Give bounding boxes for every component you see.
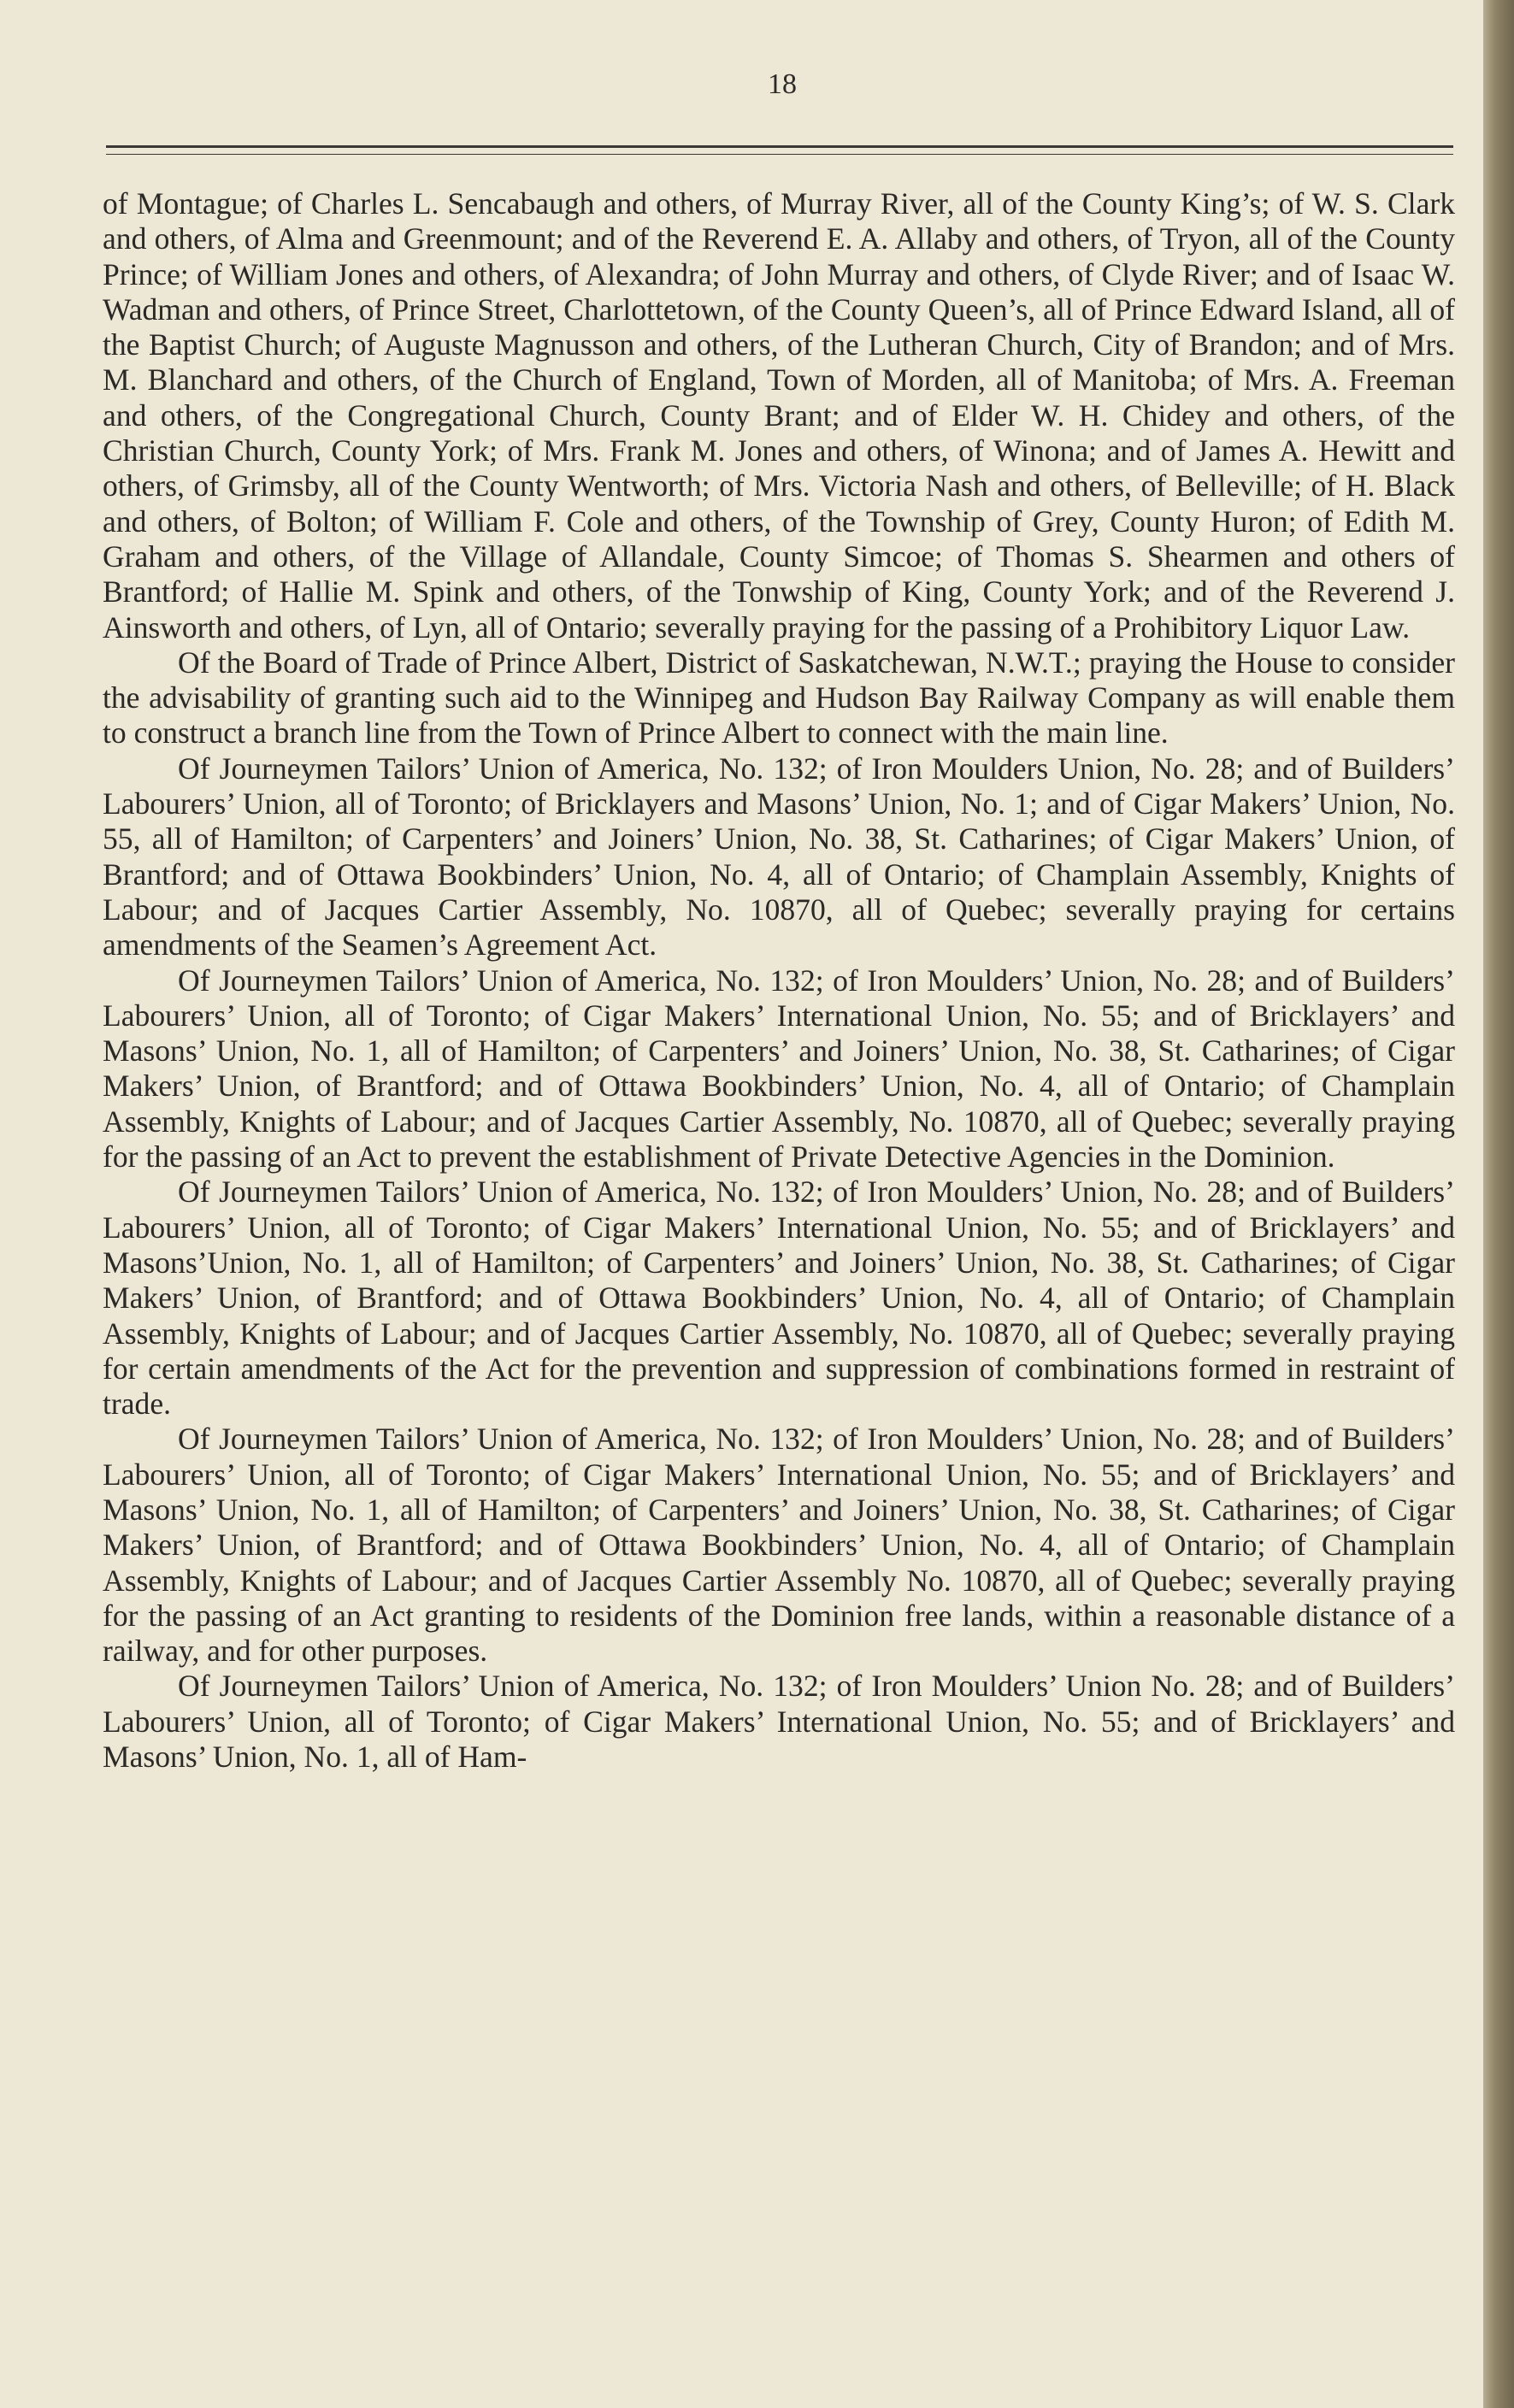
- header-rule-thick: [106, 145, 1453, 148]
- page-number: 18: [768, 68, 797, 100]
- book-page-edge: [1483, 0, 1514, 2408]
- paragraph-free-lands: Of Journeymen Tailors’ Union of America, No. 132; of Iron Moulders’ Union, No. 28; and of Builders’ Labourers’ Union, all of Toronto; of Cigar Makers’ International Union, No. 55; and of Bricklayers’ and Masons’ Union, No. 1, all of Hamilton; of Carpenters’ and Joiners’ Union, No. 38, St. Catharines; of Cigar Makers’ Union, of Brantford; and of Ottawa Bookbinders’ Union, No. 4, all of Ontario; of Champlain Assembly, Knights of Labour; and of Jacques Cartier Assembly No. 10870, all of Quebec; severally praying for the passing of an Act granting to residents of the Dominion free lands, within a reasonable distance of a railway, and for other purposes.: [103, 1422, 1455, 1669]
- paragraph-truncated: Of Journeymen Tailors’ Union of America, No. 132; of Iron Moulders’ Union No. 28; and of Builders’ Labourers’ Union, all of Toronto; of Cigar Makers’ International Union, No. 55; and of Bricklayers’ and Masons’ Union, No. 1, all of Ham-: [103, 1669, 1455, 1775]
- paragraph-continuation: of Montague; of Charles L. Sencabaugh and others, of Murray River, all of the County King’s; of W. S. Clark and others, of Alma and Greenmount; and of the Reverend E. A. Allaby and others, of Tryon, all of the County Prince; of William Jones and others, of Alexandra; of John Murray and others, of Clyde River; and of Isaac W. Wadman and others, of Prince Street, Charlottetown, of the County Queen’s, all of Prince Edward Island, all of the Baptist Church; of Auguste Magnusson and others, of the Lutheran Church, City of Brandon; and of Mrs. M. Blanchard and others, of the Church of England, Town of Morden, all of Manitoba; of Mrs. A. Freeman and others, of the Congregational Church, County Brant; and of Elder W. H. Chidey and others, of the Christian Church, County York; of Mrs. Frank M. Jones and others, of Winona; and of James A. Hewitt and others, of Grimsby, all of the County Wentworth; of Mrs. Victoria Nash and others, of Belleville; of H. Black and others, of Bolton; of William F. Cole and others, of the Township of Grey, County Huron; of Edith M. Graham and others, of the Village of Allandale, County Simcoe; of Thomas S. Shearmen and others of Brantford; of Hallie M. Spink and others, of the Tonwship of King, County York; and of the Reverend J. Ainsworth and others, of Lyn, all of Ontario; severally praying for the passing of a Prohibitory Liquor Law.: [103, 186, 1455, 645]
- header-rule-thin: [106, 154, 1453, 155]
- paragraph-seamens-agreement: Of Journeymen Tailors’ Union of America, No. 132; of Iron Moulders Union, No. 28; and of Builders’ Labourers’ Union, all of Toronto; of Bricklayers and Masons’ Union, No. 1; and of Cigar Makers’ Union, No. 55, all of Hamilton; of Carpenters’ and Joiners’ Union, No. 38, St. Catharines; of Cigar Makers’ Union, of Brantford; and of Ottawa Bookbinders’ Union, No. 4, all of Ontario; of Champlain Assembly, Knights of Labour; and of Jacques Cartier Assembly, No. 10870, all of Quebec; severally praying for certains amendments of the Seamen’s Agreement Act.: [103, 751, 1455, 963]
- paragraph-combinations-act: Of Journeymen Tailors’ Union of America, No. 132; of Iron Moulders’ Union, No. 28; and of Builders’ Labourers’ Union, all of Toronto; of Cigar Makers’ International Union, No. 55; and of Bricklayers’ and Masons’Union, No. 1, all of Hamilton; of Carpenters’ and Joiners’ Union, No. 38, St. Catharines; of Cigar Makers’ Union, of Brantford; and of Ottawa Bookbinders’ Union, No. 4, all of Ontario; of Champlain Assembly, Knights of Labour; and of Jacques Cartier Assembly, No. 10870, all of Quebec; severally praying for certain amendments of the Act for the prevention and suppression of combinations formed in restraint of trade.: [103, 1175, 1455, 1422]
- paragraph-detective-agencies: Of Journeymen Tailors’ Union of America, No. 132; of Iron Moulders’ Union, No. 28; and of Builders’ Labourers’ Union, all of Toronto; of Cigar Makers’ International Union, No. 55; and of Bricklayers’ and Masons’ Union, No. 1, all of Hamilton; of Carpenters’ and Joiners’ Union, No. 38, St. Catharines; of Cigar Makers’ Union, of Brantford; and of Ottawa Bookbinders’ Union, No. 4, all of Ontario; of Champlain Assembly, Knights of Labour; and of Jacques Cartier Assembly, No. 10870, all of Quebec; severally praying for the passing of an Act to prevent the establishment of Private Detective Agencies in the Dominion.: [103, 963, 1455, 1175]
- paragraph-board-of-trade: Of the Board of Trade of Prince Albert, District of Saskatchewan, N.W.T.; praying the House to consider the advisability of granting such aid to the Winnipeg and Hudson Bay Railway Company as will enable them to construct a branch line from the Town of Prince Albert to connect with the main line.: [103, 645, 1455, 751]
- body-text: [103, 186, 1455, 1775]
